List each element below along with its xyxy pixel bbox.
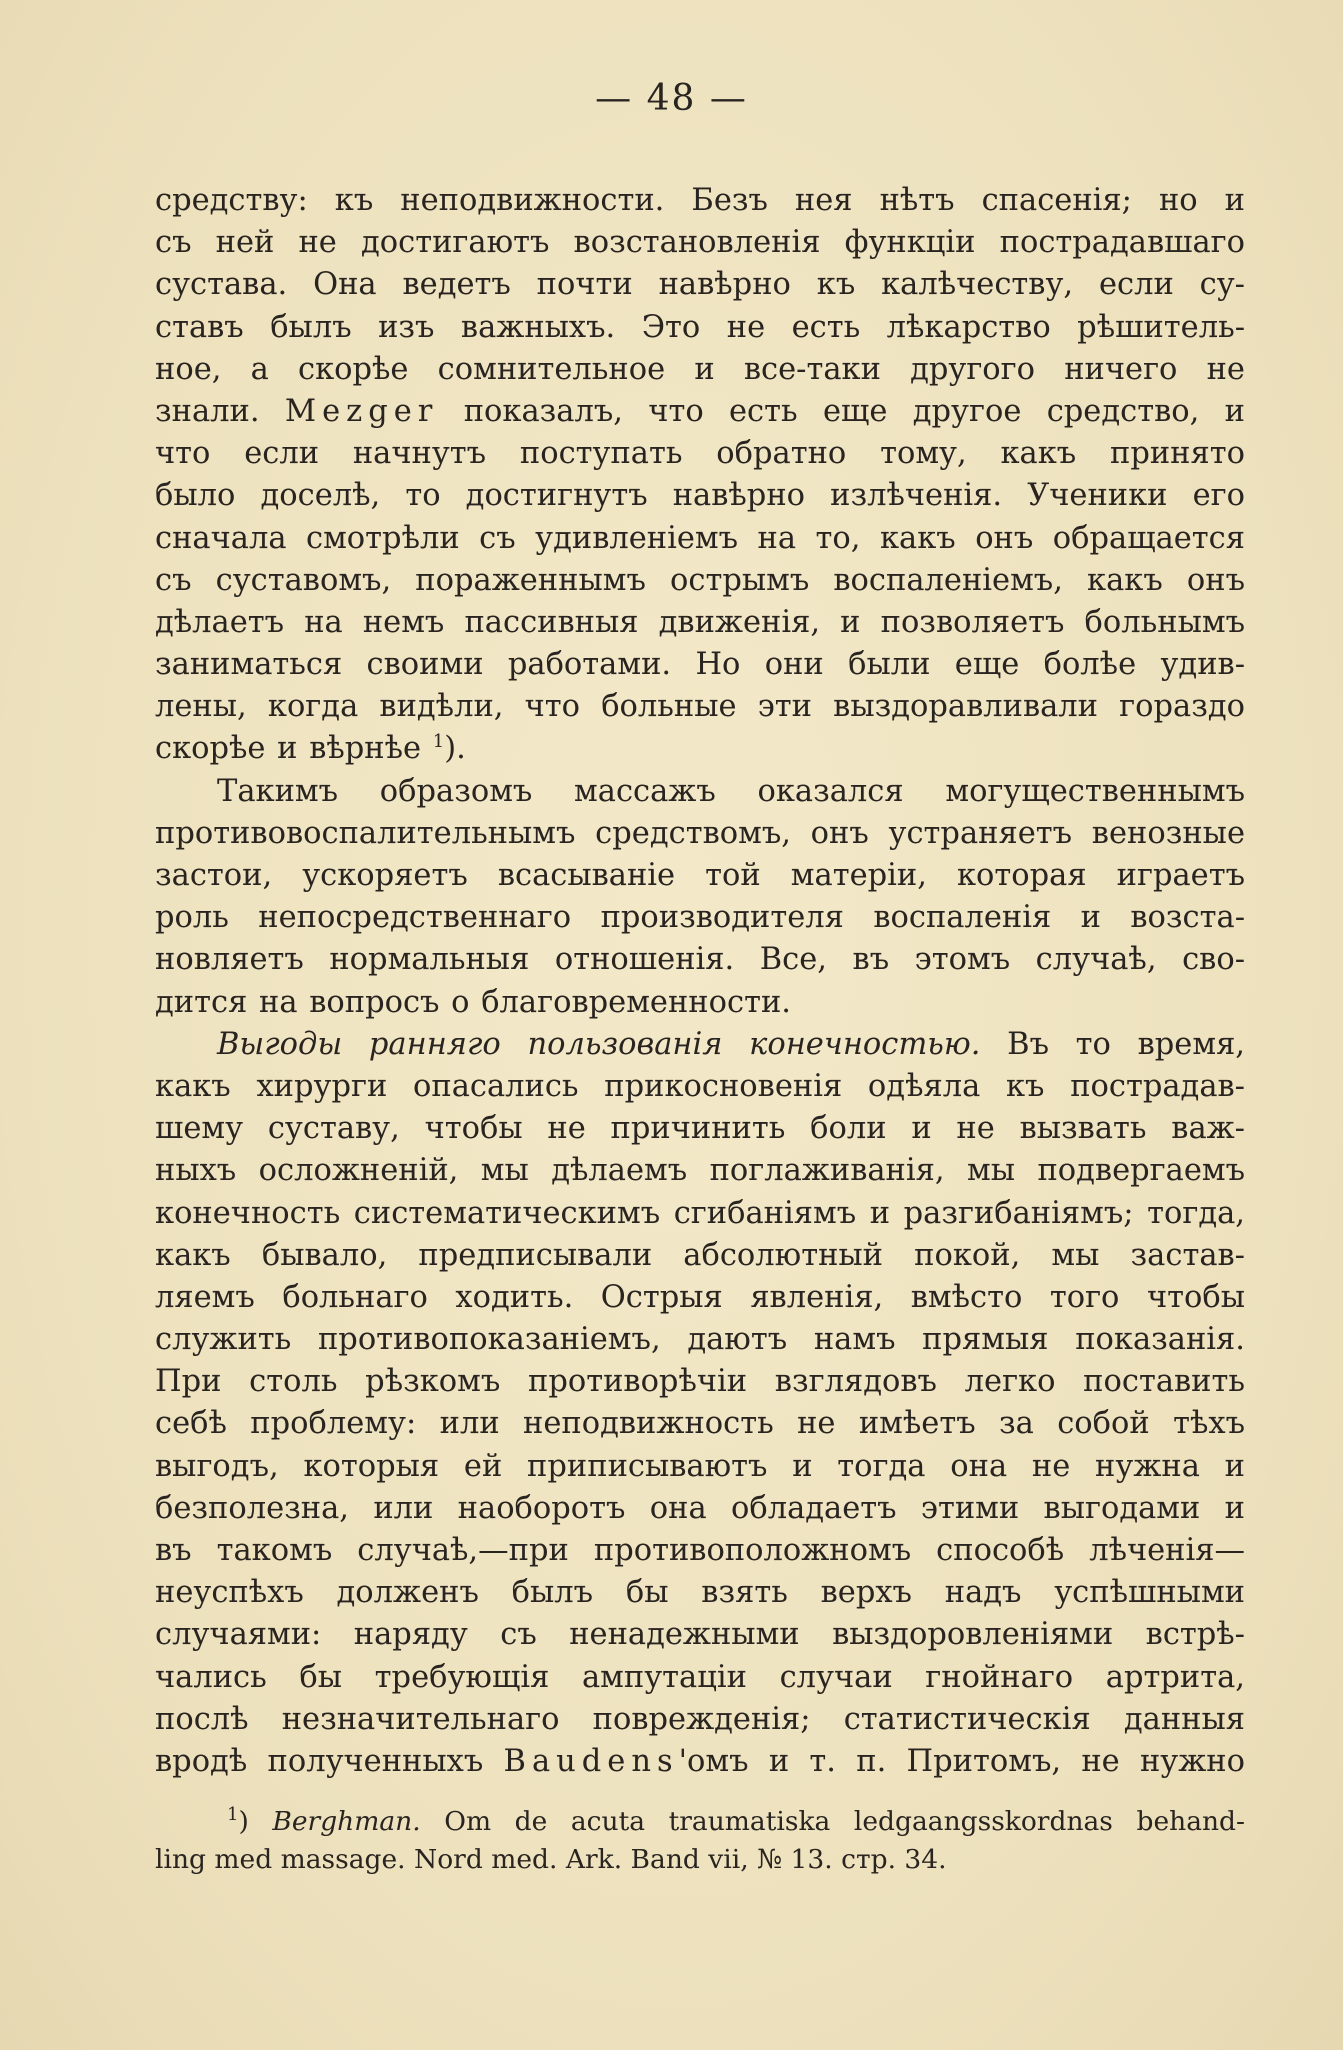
footnote-marker: 1: [227, 1804, 239, 1826]
text-line: съ суставомъ, пораженнымъ острымъ воспаленіемъ, какъ онъ: [155, 562, 1245, 598]
text-line: ное, а скорѣе сомнительное и все-таки другого ничего не: [155, 351, 1245, 387]
text-line-heading: [155, 1024, 1245, 1066]
text-line: какъ бывало, предписывали абсолютный покой, мы застав-: [155, 1237, 1245, 1273]
text-line: чались бы требующія ампутаціи случаи гнойнаго артрита,: [155, 1659, 1245, 1695]
text-fragment: скорѣе и вѣрнѣе: [155, 731, 433, 767]
text-line: ляемъ больнаго ходить. Острыя явленія, вмѣсто того чтобы: [155, 1279, 1245, 1315]
page-number: — 48 —: [595, 78, 748, 119]
text-fragment: Въ то время,: [1007, 1026, 1246, 1062]
author-name-mezger: Mezger: [284, 393, 439, 429]
text-line-baudens: [155, 1741, 1245, 1783]
text-line: застои, ускоряетъ всасываніе той матеріи, которая играетъ: [155, 858, 1245, 893]
text-fragment: ).: [444, 731, 466, 767]
text-line: что если начнутъ поступать обратно тому, какъ принято: [155, 436, 1245, 472]
footnote-line: $^1$) Berghman. Om de acuta traumatiska ledgaangsskordnas behand-: [227, 1804, 1245, 1837]
text-line: безполезна, или наоборотъ она обладаетъ этими выгодами и: [155, 1490, 1245, 1526]
text-line: въ такомъ случаѣ,—при противоположномъ способѣ лѣченія—: [155, 1533, 1245, 1568]
text-line: ныхъ осложненій, мы дѣлаемъ поглаживанія, мы подвергаемъ: [155, 1153, 1245, 1189]
footnote-line: ling med massage. Nord med. Ark. Band vii, № 13. стр. 34.: [155, 1844, 947, 1875]
footnote-ref: 1: [432, 731, 445, 753]
text-line: заниматься своими работами. Но они были еще болѣе удив-: [155, 647, 1245, 683]
footnote: [155, 1803, 1245, 1879]
text-line: лены, когда видѣли, что больные эти выздоравливали гораздо: [155, 689, 1245, 725]
text-fragment: показалъ, что есть еще другое средство, и: [463, 393, 1245, 429]
text-line: было доселѣ, то достигнутъ навѣрно излѣченія. Ученики его: [155, 478, 1245, 514]
text-line: роль непосредственнаго производителя воспаленія и возста-: [155, 900, 1245, 936]
text-line: новляетъ нормальныя отношенія. Все, въ этомъ случаѣ, сво-: [155, 942, 1245, 978]
text-fragment: знали.: [155, 393, 260, 429]
text-fragment: вродѣ полученныхъ: [155, 1743, 484, 1779]
text-line: противовоспалительнымъ средствомъ, онъ устраняетъ венозные: [155, 815, 1245, 851]
text-line: При столь рѣзкомъ противорѣчіи взглядовъ легко поставить: [155, 1364, 1245, 1400]
text-line: дѣлаетъ на немъ пассивныя движенія, и позволяетъ больнымъ: [155, 604, 1245, 640]
text-line: послѣ незначительнаго поврежденія; статистическія данныя: [155, 1701, 1245, 1737]
body-text: [155, 180, 1245, 1783]
text-line: выгодъ, которыя ей приписываютъ и тогда она не нужна и: [155, 1448, 1245, 1484]
text-line: неуспѣхъ долженъ былъ бы взять верхъ надъ успѣшными: [155, 1575, 1245, 1611]
text-line: случаями: наряду съ ненадежными выздоровленіями встрѣ-: [155, 1617, 1245, 1653]
text-line: конечность систематическимъ сгибаніямъ и разгибаніямъ; тогда,: [155, 1195, 1245, 1231]
text-line-last: [155, 728, 1245, 770]
text-line: съ ней не достигаютъ возстановленія функціи пострадавшаго: [155, 225, 1245, 261]
text-line: средству: къ неподвижности. Безъ нея нѣтъ спасенія; но и: [155, 183, 1245, 218]
text-line-mezger: [155, 391, 1245, 433]
footnote-text: Om de acuta traumatiska ledgaangsskordnas behand-: [444, 1806, 1245, 1837]
author-name-baudens: Baudens: [503, 1743, 679, 1779]
text-line: Такимъ образомъ массажъ оказался могущественнымъ: [217, 773, 1245, 809]
text-line-last: дится на вопросъ о благовременности.: [155, 984, 791, 1020]
text-line: себѣ проблему: или неподвижность не имѣетъ за собой тѣхъ: [155, 1406, 1245, 1442]
text-line: какъ хирурги опасались прикосновенія одѣяла къ пострадав-: [155, 1068, 1245, 1104]
text-line: ставъ былъ изъ важныхъ. Это не есть лѣкарство рѣшитель-: [155, 309, 1245, 345]
text-line: шему суставу, чтобы не причинить боли и не вызвать важ-: [155, 1111, 1245, 1147]
text-fragment: 'омъ и т. п. Притомъ, не нужно: [678, 1743, 1245, 1779]
text-line: служить противопоказаніемъ, даютъ намъ прямыя показанія.: [155, 1322, 1245, 1358]
text-line: сначала смотрѣли съ удивленіемъ на то, какъ онъ обращается: [155, 520, 1245, 556]
section-heading-italic: Выгоды ранняго пользованія конечностью.: [217, 1026, 981, 1062]
text-line: сустава. Она ведетъ почти навѣрно къ калѣчеству, если су-: [155, 267, 1245, 303]
footnote-author: Berghman.: [272, 1806, 421, 1837]
